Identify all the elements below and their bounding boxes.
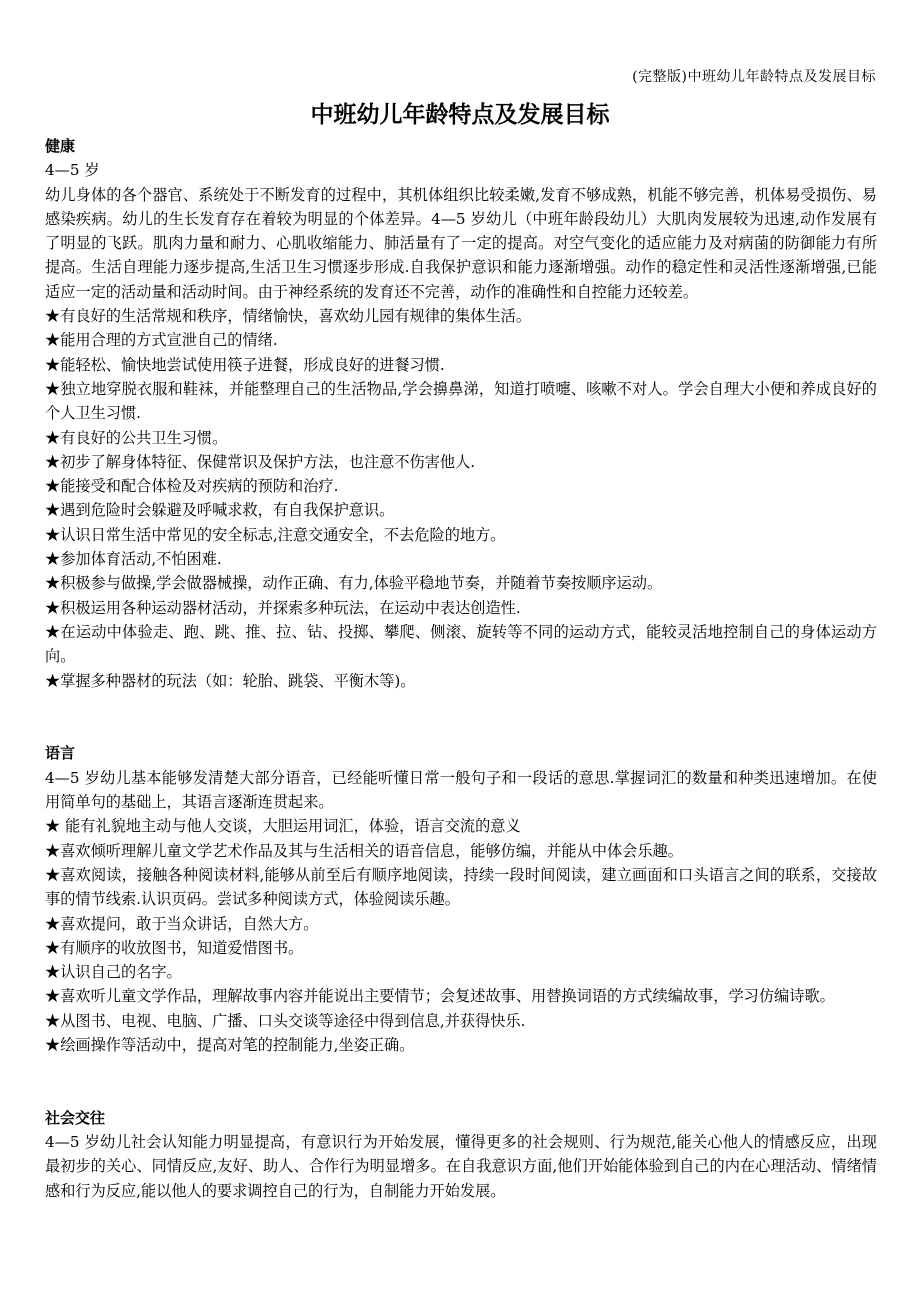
health-goal-item: ★能接受和配合体检及对疾病的预防和治疗. <box>45 477 339 496</box>
health-intro-paragraph: 幼儿身体的各个器官、系统处于不断发育的过程中，其机体组织比较柔嫩,发育不够成熟，机能不够完善，机体易受损伤、易感染疾病。幼儿的生长发育存在着较为明显的个体差异。4—5 岁幼儿（中班年龄段幼儿）大肌肉发展较为迅速,动作发展有了明显的飞跃。肌肉力量和耐力、心肌收缩能力、肺活量有了一定的提高。对空气变化的适应能力及对病菌的防御能力有所提高。生活自理能力逐步提高,生活卫生习惯逐步形成.自我保护意识和能力逐渐增强。动作的稳定性和灵活性逐渐增强,已能适应一定的活动量和活动时间。由于神经系统的发育还不完善，动作的准确性和自控能力还较差。 <box>45 185 877 301</box>
section-spacer <box>45 1057 877 1106</box>
section-language <box>45 741 877 1057</box>
language-goal-item: ★喜欢阅读，接触各种阅读材料,能够从前至后有顺序地阅读，持续一段时间阅读，建立画面和口头语言之间的联系，交接故事的情节线索.认识页码。尝试多种阅读方式，体验阅读乐趣。 <box>45 865 877 909</box>
running-header: (完整版)中班幼儿年龄特点及发展目标 <box>632 69 876 85</box>
health-goal-item: ★有良好的生活常规和秩序，情绪愉快，喜欢幼儿园有规律的集体生活。 <box>45 307 531 326</box>
health-goal-item: ★能轻松、愉快地尝试使用筷子进餐，形成良好的进餐习惯. <box>45 355 445 374</box>
health-goal-item: ★初步了解身体特征、保健常识及保护方法，也注意不伤害他人. <box>45 452 476 471</box>
language-intro-paragraph: 4—5 岁幼儿基本能够发清楚大部分语音，已经能听懂日常一般句子和一段话的意思.掌握词汇的数量和种类迅速增加。在使用简单句的基础上，其语言逐渐连贯起来。 <box>45 768 877 812</box>
section-health <box>45 134 877 693</box>
language-goal-item: ★喜欢提问，敢于当众讲话，自然大方。 <box>45 914 319 933</box>
age-range: 4—5 岁 <box>45 161 100 180</box>
language-goal-item: ★有顺序的收放图书，知道爱惜图书。 <box>45 938 304 957</box>
document-title: 中班幼儿年龄特点及发展目标 <box>310 102 610 128</box>
health-goal-item: ★积极参与做操,学会做器械操，动作正确、有力,体验平稳地节奏，并随着节奏按顺序运动。 <box>45 574 663 593</box>
health-goal-item: ★能用合理的方式宣泄自己的情绪. <box>45 331 278 350</box>
health-goal-item: ★在运动中体验走、跑、跳、推、拉、钻、投掷、攀爬、侧滚、旋转等不同的运动方式，能较灵活地控制自己的身体运动方向。 <box>45 622 877 666</box>
health-goal-item: ★有良好的公共卫生习惯。 <box>45 428 228 447</box>
section-spacer <box>45 693 877 742</box>
health-goal-item: ★遇到危险时会躲避及呼喊求救，有自我保护意识。 <box>45 501 395 520</box>
health-goal-item: ★独立地穿脱衣服和鞋袜，并能整理自己的生活物品,学会擤鼻涕，知道打喷嚏、咳嗽不对人。学会自理大小便和养成良好的个人卫生习惯. <box>45 379 877 423</box>
language-goal-item: ★喜欢倾听理解儿童文学艺术作品及其与生活相关的语音信息，能够仿编，并能从中体会乐趣。 <box>45 841 683 860</box>
health-goal-item: ★认识日常生活中常见的安全标志,注意交通安全，不去危险的地方。 <box>45 525 506 544</box>
health-goal-item: ★积极运用各种运动器材活动，并探索多种玩法，在运动中表达创造性. <box>45 598 521 617</box>
language-goal-item: ★绘画操作等活动中，提高对笔的控制能力,坐姿正确。 <box>45 1035 415 1054</box>
health-goal-item: ★参加体育活动,不怕困难. <box>45 550 222 569</box>
language-goal-item: ★认识自己的名字。 <box>45 963 182 982</box>
section-heading-health: 健康 <box>45 137 76 155</box>
health-goal-item: ★掌握多种器材的玩法（如：轮胎、跳袋、平衡木等)。 <box>45 671 416 690</box>
language-goal-item: ★从图书、电视、电脑、广播、口头交谈等途径中得到信息,并获得快乐. <box>45 1011 526 1030</box>
language-goal-item: ★喜欢听儿童文学作品，理解故事内容并能说出主要情节；会复述故事、用替换词语的方式续编故事，学习仿编诗歌。 <box>45 987 835 1006</box>
social-intro-paragraph: 4—5 岁幼儿社会认知能力明显提高，有意识行为开始发展，懂得更多的社会规则、行为规范,能关心他人的情感反应，出现最初步的关心、同情反应,友好、助人、合作行为明显增多。在自我意识方面,他们开始能体验到自己的内在心理活动、情绪情感和行为反应,能以他人的要求调控自己的行为，自制能力开始发展。 <box>45 1133 877 1200</box>
language-goal-item: ★ 能有礼貌地主动与他人交谈，大胆运用词汇，体验，语言交流的意义 <box>45 817 521 836</box>
section-heading-language: 语言 <box>45 744 76 763</box>
section-social <box>45 1106 877 1203</box>
document-body <box>45 134 877 1203</box>
section-heading-social: 社会交往 <box>45 1108 106 1127</box>
